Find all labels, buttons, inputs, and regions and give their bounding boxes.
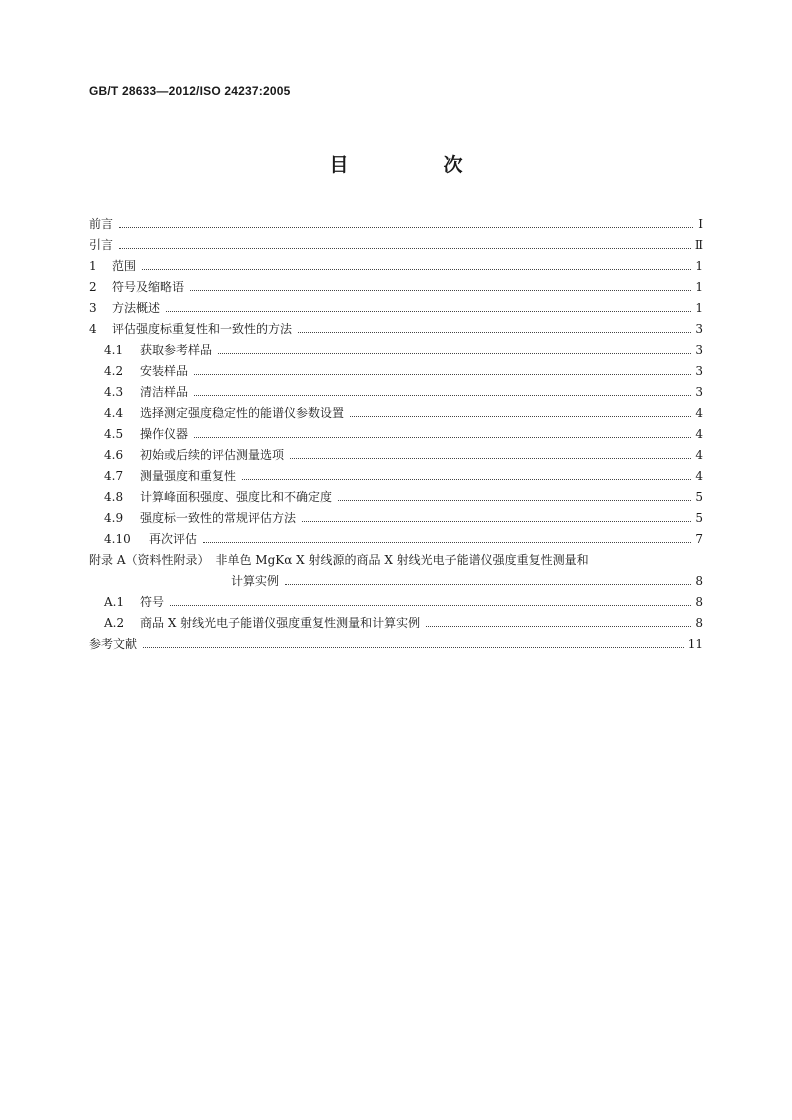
toc-label bbox=[104, 613, 420, 634]
dot-leader bbox=[338, 500, 691, 501]
table-of-contents bbox=[89, 214, 703, 655]
toc-entry-section-3[interactable] bbox=[89, 298, 703, 319]
section-number: 4.10 bbox=[104, 532, 131, 546]
toc-entry-foreword[interactable] bbox=[89, 214, 703, 235]
section-number: 4.6 bbox=[104, 448, 124, 462]
toc-label bbox=[104, 424, 188, 445]
section-title: 选择测定强度稳定性的能谱仪参数设置 bbox=[140, 406, 345, 420]
section-title: 清洁样品 bbox=[140, 385, 189, 399]
toc-label bbox=[104, 445, 284, 466]
toc-entry-section-4-8[interactable] bbox=[89, 487, 703, 508]
toc-page-number: 4 bbox=[695, 427, 703, 441]
section-title: 初始或后续的评估测量选项 bbox=[140, 448, 285, 462]
section-title: 范围 bbox=[112, 259, 137, 273]
toc-label bbox=[104, 382, 188, 403]
toc-entry-section-4-4[interactable] bbox=[89, 403, 703, 424]
standard-code: GB/T 28633—2012/ISO 24237:2005 bbox=[89, 84, 291, 98]
section-title: 商品 X 射线光电子能谱仪强度重复性测量和计算实例 bbox=[140, 616, 421, 630]
toc-label: 引言 bbox=[89, 238, 114, 252]
toc-page-number: 8 bbox=[695, 574, 703, 588]
dot-leader bbox=[242, 479, 691, 480]
section-title: 计算峰面积强度、强度比和不确定度 bbox=[140, 490, 333, 504]
toc-entry-section-4-2[interactable] bbox=[89, 361, 703, 382]
section-number: 4.7 bbox=[104, 469, 124, 483]
dot-leader bbox=[285, 584, 691, 585]
dot-leader bbox=[194, 374, 691, 375]
toc-label bbox=[104, 508, 296, 529]
toc-label: 前言 bbox=[89, 217, 114, 231]
toc-label bbox=[104, 487, 332, 508]
section-number: 4.8 bbox=[104, 490, 124, 504]
toc-entry-section-4[interactable] bbox=[89, 319, 703, 340]
toc-page-number: 3 bbox=[695, 364, 703, 378]
dot-leader bbox=[119, 227, 693, 228]
section-title: 符号 bbox=[140, 595, 165, 609]
section-title: 方法概述 bbox=[112, 301, 161, 315]
section-number: 4.5 bbox=[104, 427, 124, 441]
section-title: 评估强度标重复性和一致性的方法 bbox=[112, 322, 293, 336]
section-title: 测量强度和重复性 bbox=[140, 469, 237, 483]
section-title: 安装样品 bbox=[140, 364, 189, 378]
toc-page-number: 1 bbox=[695, 301, 703, 315]
toc-label: 计算实例 bbox=[231, 574, 280, 588]
toc-entry-section-2[interactable] bbox=[89, 277, 703, 298]
toc-label bbox=[104, 592, 164, 613]
toc-label bbox=[89, 319, 292, 340]
toc-entry-introduction[interactable] bbox=[89, 235, 703, 256]
section-number: 4.3 bbox=[104, 385, 124, 399]
toc-page-number: 4 bbox=[695, 406, 703, 420]
toc-entry-annex-a-2[interactable] bbox=[89, 613, 703, 634]
toc-page-number: 1 bbox=[695, 259, 703, 273]
toc-label bbox=[89, 298, 160, 319]
toc-entry-section-4-1[interactable] bbox=[89, 340, 703, 361]
toc-page-number: 11 bbox=[687, 637, 703, 651]
dot-leader bbox=[143, 647, 684, 648]
toc-label bbox=[104, 403, 344, 424]
dot-leader bbox=[426, 626, 691, 627]
toc-page-number: 5 bbox=[695, 511, 703, 525]
annex-title: 附录 A（资料性附录） 非单色 MgKα X 射线源的商品 X 射线光电子能谱仪强度重复性测量和 bbox=[89, 553, 589, 567]
toc-label bbox=[104, 361, 188, 382]
section-number: 4.4 bbox=[104, 406, 124, 420]
section-number: 4.2 bbox=[104, 364, 124, 378]
toc-page-number: 1 bbox=[695, 280, 703, 294]
dot-leader bbox=[119, 248, 691, 249]
dot-leader bbox=[170, 605, 691, 606]
toc-label: 参考文献 bbox=[89, 637, 138, 651]
toc-entry-section-4-7[interactable] bbox=[89, 466, 703, 487]
toc-entry-section-4-5[interactable] bbox=[89, 424, 703, 445]
toc-page-number: 4 bbox=[695, 469, 703, 483]
section-number: 2 bbox=[89, 280, 97, 294]
section-number: 4 bbox=[89, 322, 97, 336]
section-number: 3 bbox=[89, 301, 97, 315]
toc-page-number: 5 bbox=[695, 490, 703, 504]
dot-leader bbox=[290, 458, 691, 459]
toc-entry-section-4-6[interactable] bbox=[89, 445, 703, 466]
section-number: A.2 bbox=[104, 616, 125, 630]
toc-label bbox=[104, 340, 212, 361]
toc-entry-section-4-3[interactable] bbox=[89, 382, 703, 403]
toc-entry-section-4-9[interactable] bbox=[89, 508, 703, 529]
toc-page-number: 7 bbox=[695, 532, 703, 546]
toc-label bbox=[89, 256, 136, 277]
section-number: 4.1 bbox=[104, 343, 124, 357]
section-title: 再次评估 bbox=[149, 532, 198, 546]
toc-entry-section-1[interactable] bbox=[89, 256, 703, 277]
dot-leader bbox=[350, 416, 691, 417]
toc-page-number: Ⅱ bbox=[694, 238, 703, 252]
section-number: 1 bbox=[89, 259, 97, 273]
toc-page-number: 3 bbox=[695, 343, 703, 357]
toc-page-number: 8 bbox=[695, 595, 703, 609]
toc-label bbox=[104, 529, 197, 550]
toc-page-number: 3 bbox=[695, 322, 703, 336]
dot-leader bbox=[203, 542, 691, 543]
dot-leader bbox=[194, 395, 691, 396]
dot-leader bbox=[190, 290, 691, 291]
dot-leader bbox=[166, 311, 691, 312]
toc-label bbox=[89, 277, 184, 298]
section-number: A.1 bbox=[104, 595, 125, 609]
section-number: 4.9 bbox=[104, 511, 124, 525]
toc-entry-annex-a-title[interactable] bbox=[89, 550, 703, 571]
section-title: 操作仪器 bbox=[140, 427, 189, 441]
toc-entry-bibliography[interactable] bbox=[89, 634, 703, 655]
dot-leader bbox=[302, 521, 691, 522]
toc-entry-annex-a-1[interactable] bbox=[89, 592, 703, 613]
page-title: 目 次 bbox=[329, 154, 501, 176]
section-title: 强度标一致性的常规评估方法 bbox=[140, 511, 297, 525]
toc-page-number: 8 bbox=[695, 616, 703, 630]
toc-entry-section-4-10[interactable] bbox=[89, 529, 703, 550]
dot-leader bbox=[142, 269, 691, 270]
section-title: 获取参考样品 bbox=[140, 343, 213, 357]
toc-entry-annex-a[interactable] bbox=[89, 571, 703, 592]
toc-page-number: Ⅰ bbox=[698, 217, 703, 231]
toc-page-number: 3 bbox=[695, 385, 703, 399]
dot-leader bbox=[194, 437, 691, 438]
dot-leader bbox=[218, 353, 691, 354]
dot-leader bbox=[298, 332, 691, 333]
toc-page-number: 4 bbox=[695, 448, 703, 462]
toc-label bbox=[104, 466, 236, 487]
section-title: 符号及缩略语 bbox=[112, 280, 185, 294]
